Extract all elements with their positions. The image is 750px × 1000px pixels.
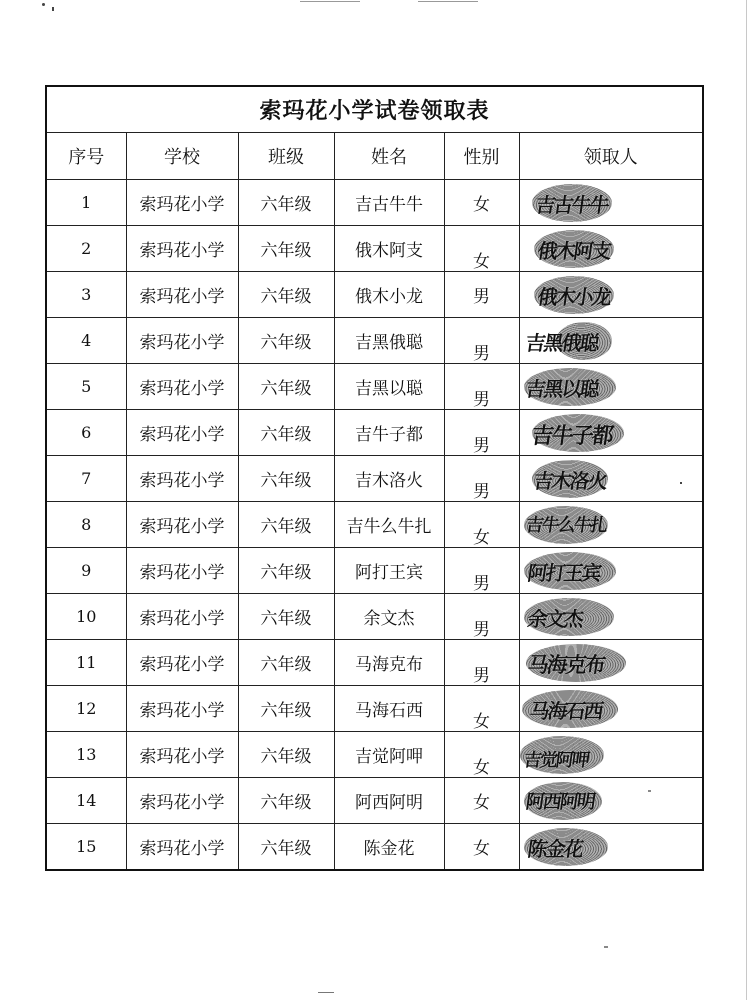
- cell-signature: [519, 272, 703, 318]
- cell-school: 索玛花小学: [126, 548, 238, 594]
- cell-no: 8: [46, 502, 126, 548]
- cell-name: 俄木阿支: [334, 226, 444, 272]
- gender-text: 男: [473, 620, 490, 640]
- cell-school: 索玛花小学: [126, 456, 238, 502]
- cell-gender: [444, 824, 519, 871]
- cell-name: 马海石西: [334, 686, 444, 732]
- cell-gender: [444, 732, 519, 778]
- scan-mark: [318, 992, 334, 993]
- cell-grade: 六年级: [238, 732, 334, 778]
- cell-school: 索玛花小学: [126, 640, 238, 686]
- cell-signature: [519, 364, 703, 410]
- scan-mark: [52, 7, 54, 11]
- cell-school: 索玛花小学: [126, 824, 238, 871]
- cell-no: 2: [46, 226, 126, 272]
- cell-school: 索玛花小学: [126, 318, 238, 364]
- cell-school: 索玛花小学: [126, 226, 238, 272]
- gender-text: 男: [473, 666, 490, 686]
- cell-name: 俄木小龙: [334, 272, 444, 318]
- cell-grade: 六年级: [238, 778, 334, 824]
- gender-text: 女: [473, 793, 490, 813]
- signature: 阿打王宾: [525, 561, 601, 585]
- cell-no: 13: [46, 732, 126, 778]
- scan-line: [300, 1, 360, 2]
- cell-grade: 六年级: [238, 548, 334, 594]
- signature: 吉黑以聪: [523, 377, 599, 401]
- cell-no: 7: [46, 456, 126, 502]
- gender-text: 女: [473, 528, 490, 548]
- cell-name: 陈金花: [334, 824, 444, 871]
- cell-no: 12: [46, 686, 126, 732]
- table-row: [46, 686, 703, 732]
- cell-no: 11: [46, 640, 126, 686]
- cell-no: 14: [46, 778, 126, 824]
- signature: 阿西阿明: [523, 791, 595, 813]
- cell-gender: [444, 318, 519, 364]
- cell-grade: 六年级: [238, 594, 334, 640]
- cell-school: 索玛花小学: [126, 272, 238, 318]
- signature: 陈金花: [525, 837, 583, 861]
- cell-name: 马海克布: [334, 640, 444, 686]
- signature: 吉牛子都: [529, 424, 613, 449]
- cell-signature: [519, 824, 703, 871]
- cell-grade: 六年级: [238, 686, 334, 732]
- cell-signature: [519, 732, 703, 778]
- cell-gender: [444, 364, 519, 410]
- cell-school: 索玛花小学: [126, 686, 238, 732]
- cell-school: 索玛花小学: [126, 778, 238, 824]
- gender-text: 女: [473, 252, 490, 272]
- cell-signature: [519, 640, 703, 686]
- cell-grade: 六年级: [238, 226, 334, 272]
- cell-name: 吉黑俄聪: [334, 318, 444, 364]
- signature: 余文杰: [525, 607, 583, 631]
- gender-text: 女: [473, 758, 490, 778]
- gender-text: 女: [473, 839, 490, 859]
- cell-signature: [519, 502, 703, 548]
- signature: 吉黑俄聪: [523, 331, 599, 355]
- cell-name: 吉古牛牛: [334, 180, 444, 226]
- cell-no: 4: [46, 318, 126, 364]
- signature: 吉觉阿呷: [521, 750, 589, 771]
- cell-school: 索玛花小学: [126, 364, 238, 410]
- gender-text: 男: [473, 436, 490, 456]
- cell-gender: [444, 502, 519, 548]
- cell-no: 10: [46, 594, 126, 640]
- table-row: [46, 502, 703, 548]
- cell-grade: 六年级: [238, 502, 334, 548]
- scan-line: [418, 1, 478, 2]
- cell-signature: [519, 548, 703, 594]
- cell-gender: [444, 456, 519, 502]
- table-row: [46, 364, 703, 410]
- cell-gender: [444, 548, 519, 594]
- cell-grade: 六年级: [238, 410, 334, 456]
- cell-school: 索玛花小学: [126, 594, 238, 640]
- cell-no: 3: [46, 272, 126, 318]
- cell-grade: 六年级: [238, 180, 334, 226]
- gender-text: 男: [473, 287, 490, 307]
- cell-gender: [444, 640, 519, 686]
- cell-gender: [444, 686, 519, 732]
- cell-signature: [519, 594, 703, 640]
- cell-signature: [519, 318, 703, 364]
- table-row: [46, 732, 703, 778]
- cell-name: 吉牛么牛扎: [334, 502, 444, 548]
- signature: 吉木洛火: [531, 469, 607, 493]
- header-row: [46, 133, 703, 180]
- scan-edge: [746, 0, 747, 1000]
- table-row: [46, 824, 703, 871]
- cell-no: 1: [46, 180, 126, 226]
- cell-no: 5: [46, 364, 126, 410]
- table-row: [46, 456, 703, 502]
- table-row: [46, 594, 703, 640]
- cell-name: 吉牛子都: [334, 410, 444, 456]
- title-row: [46, 86, 703, 133]
- cell-name: 吉黑以聪: [334, 364, 444, 410]
- cell-grade: 六年级: [238, 364, 334, 410]
- table-row: [46, 180, 703, 226]
- cell-school: 索玛花小学: [126, 180, 238, 226]
- cell-no: 9: [46, 548, 126, 594]
- header-school: 学校: [126, 133, 238, 180]
- table-row: [46, 778, 703, 824]
- table-title: 索玛花小学试卷领取表: [46, 86, 703, 133]
- cell-grade: 六年级: [238, 456, 334, 502]
- table-row: [46, 318, 703, 364]
- cell-signature: [519, 456, 703, 502]
- cell-gender: [444, 226, 519, 272]
- table-row: [46, 272, 703, 318]
- cell-gender: [444, 410, 519, 456]
- table-row: [46, 640, 703, 686]
- cell-gender: [444, 180, 519, 226]
- signature: 俄木小龙: [535, 285, 611, 309]
- header-gender: 性别: [444, 133, 519, 180]
- signature: 马海克布: [525, 653, 606, 677]
- cell-gender: [444, 778, 519, 824]
- gender-text: 男: [473, 482, 490, 502]
- cell-name: 余文杰: [334, 594, 444, 640]
- cell-school: 索玛花小学: [126, 502, 238, 548]
- cell-gender: [444, 594, 519, 640]
- header-grade: 班级: [238, 133, 334, 180]
- cell-grade: 六年级: [238, 318, 334, 364]
- gender-text: 男: [473, 344, 490, 364]
- cell-school: 索玛花小学: [126, 732, 238, 778]
- scan-mark: [604, 946, 608, 948]
- cell-no: 6: [46, 410, 126, 456]
- cell-name: 吉觉阿呷: [334, 732, 444, 778]
- gender-text: 男: [473, 390, 490, 410]
- cell-signature: [519, 686, 703, 732]
- signature: 俄木阿支: [535, 239, 611, 263]
- cell-gender: [444, 272, 519, 318]
- cell-school: 索玛花小学: [126, 410, 238, 456]
- cell-no: 15: [46, 824, 126, 871]
- table-row: [46, 226, 703, 272]
- cell-signature: [519, 180, 703, 226]
- cell-grade: 六年级: [238, 272, 334, 318]
- scan-mark: [42, 3, 45, 6]
- signature: 吉古牛牛: [533, 193, 609, 217]
- gender-text: 女: [473, 195, 490, 215]
- cell-name: 吉木洛火: [334, 456, 444, 502]
- table-row: [46, 548, 703, 594]
- cell-grade: 六年级: [238, 640, 334, 686]
- cell-signature: [519, 226, 703, 272]
- receipt-table: [45, 85, 704, 871]
- cell-name: 阿西阿明: [334, 778, 444, 824]
- signature: 马海石西: [527, 699, 603, 723]
- header-receiver: 领取人: [519, 133, 703, 180]
- table-row: [46, 410, 703, 456]
- signature: 吉牛么牛扎: [523, 515, 607, 536]
- gender-text: 男: [473, 574, 490, 594]
- cell-signature: [519, 410, 703, 456]
- cell-signature: [519, 778, 703, 824]
- cell-name: 阿打王宾: [334, 548, 444, 594]
- header-name: 姓名: [334, 133, 444, 180]
- cell-grade: 六年级: [238, 824, 334, 871]
- header-no: 序号: [46, 133, 126, 180]
- gender-text: 女: [473, 712, 490, 732]
